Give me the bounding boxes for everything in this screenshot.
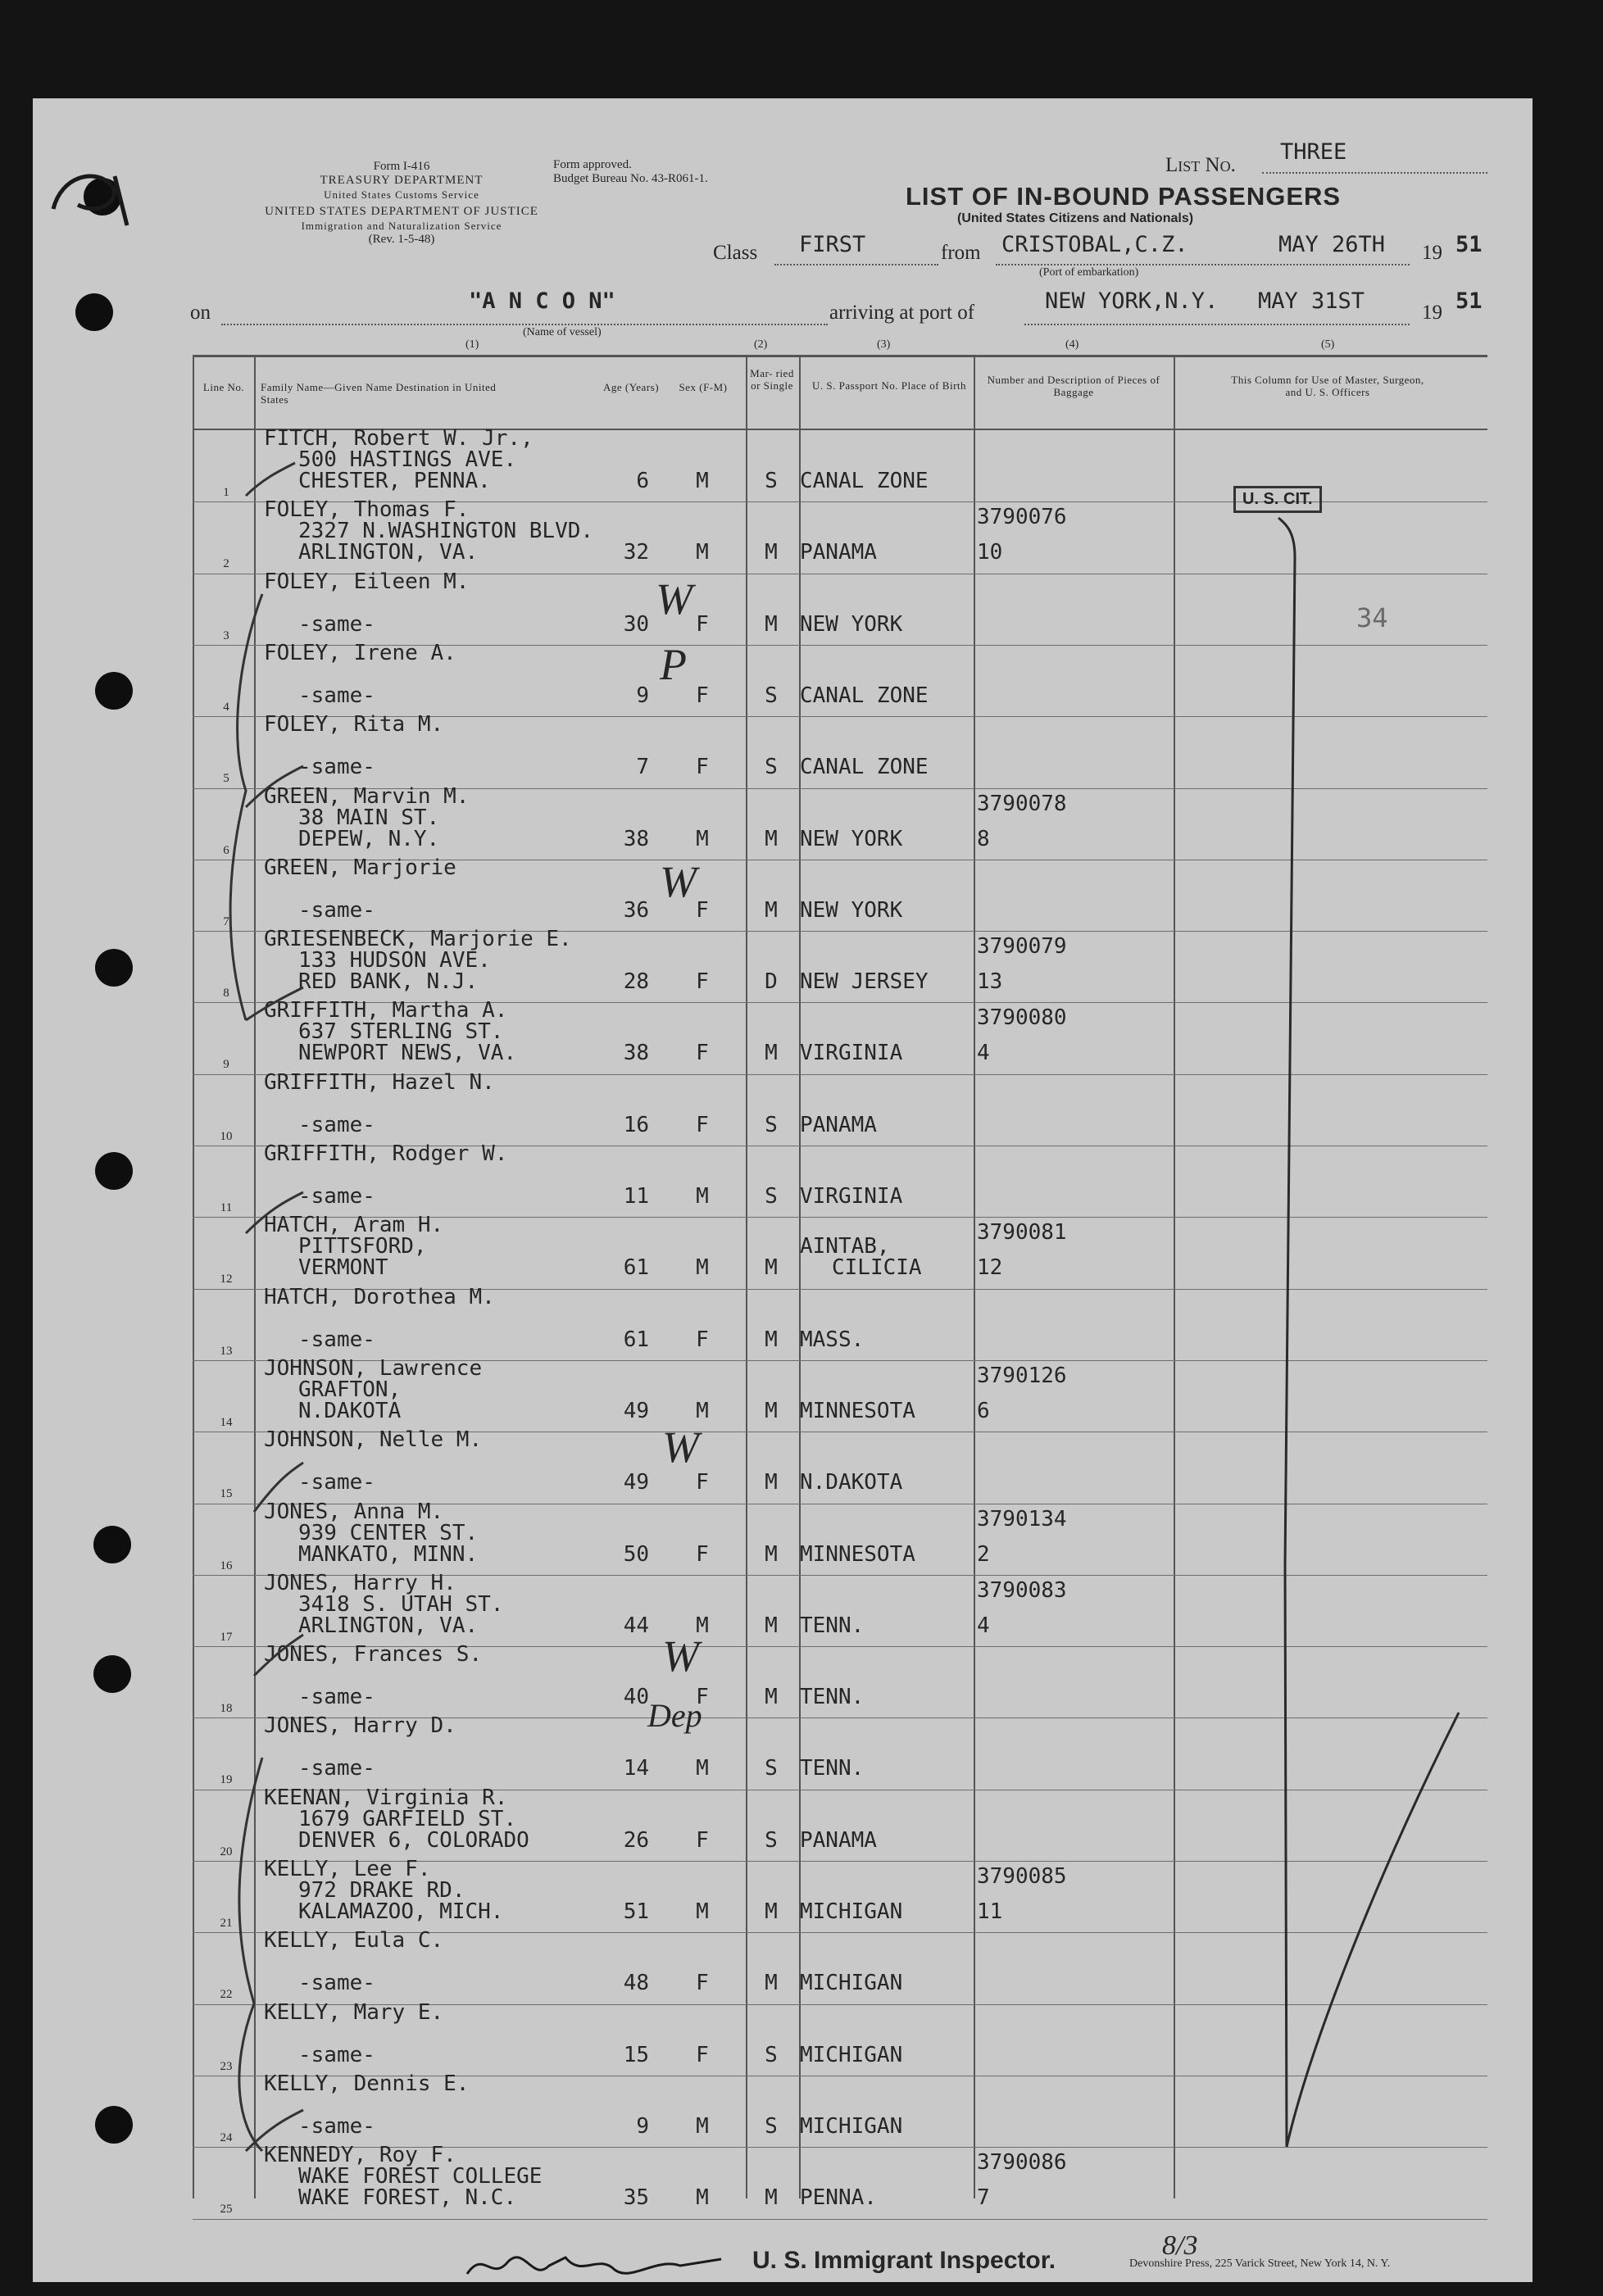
year-prefix: 19 [1422,242,1442,264]
baggage-pieces: 10 [977,540,1003,565]
birth-place: NEW YORK [800,826,903,851]
passenger-city: -same- [298,1470,375,1495]
passenger-age: 38 [623,826,649,851]
line-number: 25 [220,2203,233,2217]
passenger-name: GREEN, Marjorie [264,855,456,880]
birth-place: PANAMA [800,1112,877,1137]
birth-place: MINNESOTA [800,1398,915,1423]
corner-handwriting-mark [45,160,143,234]
passenger-sex: F [696,611,709,637]
immigration-service: Immigration and Naturalization Service [301,220,502,232]
passenger-sex: M [696,2185,709,2211]
passenger-name: HATCH, Dorothea M. [264,1284,495,1309]
marital-status: M [765,2185,778,2211]
column-header-officers: This Column for Use of Master, Surgeon, and U. S. Officers [1231,374,1424,398]
passenger-name: GRIESENBECK, Marjorie E. [264,927,572,952]
marital-status: M [765,1327,778,1352]
passenger-city: -same- [298,2042,375,2067]
passenger-name: FOLEY, Eileen M. [264,569,470,594]
passenger-age: 30 [623,611,649,637]
line-number: 13 [220,1344,233,1358]
passenger-sex: M [696,1255,709,1281]
birth-place: PANAMA [800,540,877,565]
baggage-number: 3790078 [977,791,1067,816]
passenger-sex: F [696,2042,709,2067]
left-margin-ticks [213,447,311,2192]
punch-hole [95,2106,133,2144]
passenger-sex: F [696,1327,709,1352]
passenger-address: 939 CENTER ST. [298,1520,479,1545]
line-number: 3 [223,628,229,642]
passenger-name: JOHNSON, Nelle M. [264,1427,483,1453]
line-number: 24 [220,2130,233,2144]
birth-place: VIRGINIA [800,1184,903,1209]
column-header-passport: U. S. Passport No. Place of Birth [811,379,967,392]
class-label: Class [713,242,758,264]
passenger-name: GRIFFITH, Hazel N. [264,1069,495,1095]
line-number: 17 [220,1630,233,1644]
passenger-sex: M [696,1613,709,1638]
right-margin-number: 34 [1356,602,1388,633]
passenger-age: 26 [623,1827,649,1853]
budget-bureau-number: Budget Bureau No. 43-R061-1. [553,172,708,185]
line-number: 8 [223,987,229,1001]
handwritten-w-mark: W [656,574,693,624]
birth-place: TENN. [800,1685,865,1710]
line-number: 21 [220,1917,233,1930]
passenger-city: -same- [298,1971,375,1996]
document-title: LIST OF IN-BOUND PASSENGERS [906,182,1342,211]
column-header-married: Mar- ried or Single [750,367,794,392]
from-label: from [941,242,981,264]
column-header-sex: Sex (F-M) [679,381,728,393]
line-number: 2 [223,557,229,571]
passenger-city: -same- [298,611,375,637]
birth-place: TENN. [800,1756,865,1781]
line-number: 10 [220,1129,233,1143]
birth-place: CANAL ZONE [800,755,929,780]
passenger-sex: M [696,540,709,565]
passenger-city: ARLINGTON, VA. [298,540,479,565]
birth-place: VIRGINIA [800,1041,903,1066]
form-number: Form I-416 [373,160,430,173]
baggage-number: 3790134 [977,1506,1067,1531]
marital-status: M [765,1613,778,1638]
vessel-caption: (Name of vessel) [523,326,602,338]
list-number-value: THREE [1280,139,1347,165]
passenger-city: -same- [298,1327,375,1352]
column-header-line-no: Line No. [202,381,245,393]
marital-status: D [765,969,778,995]
passenger-name: JONES, Anna M. [264,1499,444,1524]
customs-service: United States Customs Service [324,188,479,201]
handwritten-p-mark: P [660,640,687,689]
column-number-5: (5) [1321,338,1335,351]
passenger-address: 637 STERLING ST. [298,1019,504,1045]
birth-place: MINNESOTA [800,1541,915,1567]
column-header-baggage: Number and Description of Pieces of Baggage [987,374,1160,398]
line-number: 16 [220,1559,233,1572]
baggage-number: 3790080 [977,1005,1067,1031]
passenger-address: 500 HASTINGS AVE. [298,447,517,472]
baggage-number: 3790076 [977,505,1067,530]
baggage-number: 3790079 [977,934,1067,960]
marital-status: S [765,1184,778,1209]
passenger-age: 61 [623,1327,649,1352]
marital-status: M [765,1541,778,1567]
line-number: 22 [220,1988,233,2002]
passenger-age: 51 [623,1899,649,1924]
passenger-age: 6 [636,469,649,493]
line-number: 12 [220,1273,233,1286]
birth-place: PENNA. [800,2185,877,2211]
passenger-name: GRIFFITH, Rodger W. [264,1141,508,1166]
marital-status: S [765,1112,778,1137]
passenger-name: FOLEY, Irene A. [264,640,456,665]
passenger-city: DEPEW, N.Y. [298,826,440,851]
passenger-sex: M [696,2113,709,2139]
passenger-sex: M [696,1899,709,1924]
marital-status: M [765,1470,778,1495]
baggage-pieces: 11 [977,1899,1003,1924]
passenger-name: HATCH, Aram H. [264,1213,444,1238]
passenger-age: 48 [623,1971,649,1996]
passenger-age: 15 [623,2042,649,2067]
baggage-number: 3790085 [977,1864,1067,1889]
passenger-city: WAKE FOREST, N.C. [298,2185,517,2211]
passenger-age: 61 [623,1255,649,1281]
birth-place: PANAMA [800,1827,877,1853]
passenger-address: PITTSFORD, [298,1234,427,1259]
passenger-age: 50 [623,1541,649,1567]
line-number: 11 [220,1201,233,1214]
passenger-address: WAKE FOREST COLLEGE [298,2164,543,2189]
birth-place: MICHIGAN [800,2113,903,2139]
marital-status: M [765,1255,778,1281]
punch-hole [95,672,133,710]
passenger-city: CHESTER, PENNA. [298,469,491,493]
passenger-city: -same- [298,1184,375,1209]
baggage-number: 3790126 [977,1363,1067,1388]
arrival-date: MAY 31ST [1258,288,1365,314]
marital-status: M [765,611,778,637]
passenger-city: -same- [298,755,375,780]
baggage-pieces: 4 [977,1041,990,1066]
marital-status: M [765,826,778,851]
birth-place: CANAL ZONE [800,683,929,708]
passenger-address: 3418 S. UTAH ST. [298,1591,504,1617]
birth-place: NEW YORK [800,897,903,923]
class-value: FIRST [799,232,866,257]
embarkation-year: 51 [1455,232,1483,257]
column-header-age: Age (Years) [602,381,660,393]
passenger-name: KENNEDY, Roy F. [264,2143,456,2168]
passenger-address: 38 MAIN ST. [298,805,440,830]
handwritten-w-mark: W [662,1631,699,1681]
marital-status: M [765,1041,778,1066]
arrival-year: 51 [1455,288,1483,314]
passenger-name: JOHNSON, Lawrence [264,1355,483,1381]
passenger-sex: F [696,1041,709,1066]
passenger-city: KALAMAZOO, MICH. [298,1899,504,1924]
baggage-number: 3790083 [977,1577,1067,1603]
line-number: 19 [220,1773,233,1787]
passenger-sex: F [696,1685,709,1710]
passenger-name: FOLEY, Thomas F. [264,497,470,523]
birth-place: CILICIA [832,1255,922,1281]
passenger-sex: M [696,826,709,851]
inspector-label: U. S. Immigrant Inspector. [752,2247,1056,2274]
marital-status: M [765,1398,778,1423]
marital-status: M [765,540,778,565]
port-caption: (Port of embarkation) [1039,266,1139,279]
marital-status: S [765,2042,778,2067]
list-number-label: List No. [1165,154,1236,176]
passenger-city: -same- [298,1112,375,1137]
passenger-age: 16 [623,1112,649,1137]
passenger-city: -same- [298,2113,375,2139]
birth-place: TENN. [800,1613,865,1638]
line-number: 1 [223,486,229,499]
passenger-age: 28 [623,969,649,995]
passenger-name: GREEN, Marvin M. [264,783,470,809]
passenger-sex: M [696,469,709,493]
column-number-3: (3) [877,338,891,351]
passenger-age: 9 [636,2113,649,2139]
passenger-age: 49 [623,1470,649,1495]
passenger-age: 14 [623,1756,649,1781]
baggage-pieces: 2 [977,1541,990,1567]
marital-status: S [765,2113,778,2139]
year-prefix-2: 19 [1422,302,1442,324]
passenger-address: 133 HUDSON AVE. [298,948,491,973]
treasury-department: TREASURY DEPARTMENT [320,174,484,187]
passenger-sex: F [696,969,709,995]
punch-hole [93,1655,131,1693]
passenger-city: VERMONT [298,1255,388,1281]
passenger-sex: M [696,1184,709,1209]
line-number: 18 [220,1702,233,1716]
document-subtitle: (United States Citizens and Nationals) [957,211,1194,225]
passenger-name: FITCH, Robert W. Jr., [264,426,534,451]
marital-status: S [765,755,778,780]
passenger-address: 1679 GARFIELD ST. [298,1806,517,1831]
passenger-age: 36 [623,897,649,923]
embarkation-date: MAY 26TH [1278,232,1386,257]
passenger-city: -same- [298,1756,375,1781]
punch-hole [75,293,113,331]
passenger-address: 2327 N.WASHINGTON BLVD. [298,519,594,544]
passenger-sex: M [696,1756,709,1781]
line-number: 9 [223,1058,229,1072]
department-of-justice: UNITED STATES DEPARTMENT OF JUSTICE [265,205,538,218]
birth-place: MICHIGAN [800,2042,903,2067]
passenger-sex: F [696,755,709,780]
passenger-age: 44 [623,1613,649,1638]
column-number-1: (1) [465,338,479,351]
marital-status: S [765,469,778,493]
row-divider [193,2219,1487,2220]
passenger-age: 35 [623,2185,649,2211]
passenger-sex: F [696,897,709,923]
form-revision: (Rev. 1-5-48) [368,233,435,246]
passenger-name: FOLEY, Rita M. [264,712,444,737]
punch-hole [93,1526,131,1563]
line-number: 23 [220,2059,233,2073]
passenger-age: 11 [623,1184,649,1209]
vessel-name: "A N C O N" [469,288,615,314]
column-number-2: (2) [754,338,768,351]
passenger-city: -same- [298,1685,375,1710]
birth-place: AINTAB, [800,1234,890,1259]
passenger-city: DENVER 6, COLORADO [298,1827,529,1853]
passenger-city: -same- [298,683,375,708]
passenger-age: 32 [623,540,649,565]
passenger-age: 38 [623,1041,649,1066]
birth-place: MICHIGAN [800,1971,903,1996]
on-label: on [190,302,211,324]
passenger-name: KELLY, Eula C. [264,1928,444,1953]
officer-column-line [1164,500,1508,2188]
marital-status: S [765,1827,778,1853]
punch-hole [95,1152,133,1190]
handwritten-dep-mark: Dep [647,1697,702,1734]
passenger-city: ARLINGTON, VA. [298,1613,479,1638]
column-number-4: (4) [1065,338,1079,351]
form-approved: Form approved. [553,158,632,171]
inspector-signature [459,2241,738,2290]
passenger-sex: F [696,1112,709,1137]
arriving-label: arriving at port of [829,302,975,324]
passenger-age: 40 [623,1685,649,1710]
passenger-sex: F [696,1541,709,1567]
passenger-age: 7 [636,755,649,780]
birth-place: MASS. [800,1327,865,1352]
passenger-city: -same- [298,897,375,923]
passenger-city: MANKATO, MINN. [298,1541,479,1567]
birth-place: NEW JERSEY [800,969,929,995]
handwritten-w-mark: W [660,857,697,906]
passenger-city: RED BANK, N.J. [298,969,479,995]
birth-place: CANAL ZONE [800,469,929,493]
marital-status: M [765,1971,778,1996]
line-number: 6 [223,843,229,857]
marital-status: S [765,683,778,708]
birth-place: NEW YORK [800,611,903,637]
baggage-pieces: 13 [977,969,1003,995]
baggage-number: 3790086 [977,2150,1067,2176]
passenger-city: NEWPORT NEWS, VA. [298,1041,517,1066]
marital-status: M [765,1685,778,1710]
passenger-name: KELLY, Dennis E. [264,2071,470,2096]
passenger-sex: F [696,683,709,708]
baggage-pieces: 6 [977,1398,990,1423]
column-header-name: Family Name—Given Name Destination in United States [261,381,497,406]
passenger-name: JONES, Harry D. [264,1713,456,1739]
passenger-sex: F [696,1971,709,1996]
baggage-pieces: 7 [977,2185,990,2211]
line-number: 7 [223,914,229,928]
passenger-address: GRAFTON, [298,1377,402,1402]
passenger-name: KEENAN, Virginia R. [264,1785,508,1810]
passenger-name: JONES, Frances S. [264,1642,483,1668]
passenger-name: KELLY, Mary E. [264,1999,444,2025]
punch-hole [95,949,133,987]
passenger-name: KELLY, Lee F. [264,1857,431,1881]
passenger-city: N.DAKOTA [298,1398,402,1423]
embarkation-port: CRISTOBAL,C.Z. [1001,232,1188,257]
line-number: 4 [223,700,229,714]
passenger-age: 9 [636,683,649,708]
baggage-pieces: 4 [977,1613,990,1638]
arrival-port: NEW YORK,N.Y. [1045,288,1219,314]
birth-place: N.DAKOTA [800,1470,903,1495]
line-number: 5 [223,772,229,786]
corner-handwritten-number: 8/3 [1162,2230,1198,2261]
marital-status: S [765,1756,778,1781]
marital-status: M [765,1899,778,1924]
passenger-sex: M [696,1398,709,1423]
passenger-name: JONES, Harry H. [264,1570,456,1595]
baggage-pieces: 12 [977,1255,1003,1281]
line-number: 15 [220,1487,233,1501]
us-citizen-stamp-text: U. S. CIT. [1242,490,1313,508]
baggage-number: 3790081 [977,1220,1067,1246]
baggage-pieces: 8 [977,826,990,851]
passenger-name: GRIFFITH, Martha A. [264,998,508,1023]
passenger-sex: F [696,1827,709,1853]
marital-status: M [765,897,778,923]
line-number: 14 [220,1415,233,1429]
passenger-sex: F [696,1470,709,1495]
birth-place: MICHIGAN [800,1899,903,1924]
passenger-address: 972 DRAKE RD. [298,1878,465,1903]
line-number: 20 [220,1845,233,1858]
passenger-age: 49 [623,1398,649,1423]
printer-imprint: Devonshire Press, 225 Varick Street, New York 14, N. Y. [1129,2257,1391,2270]
handwritten-w-mark: W [662,1423,699,1472]
